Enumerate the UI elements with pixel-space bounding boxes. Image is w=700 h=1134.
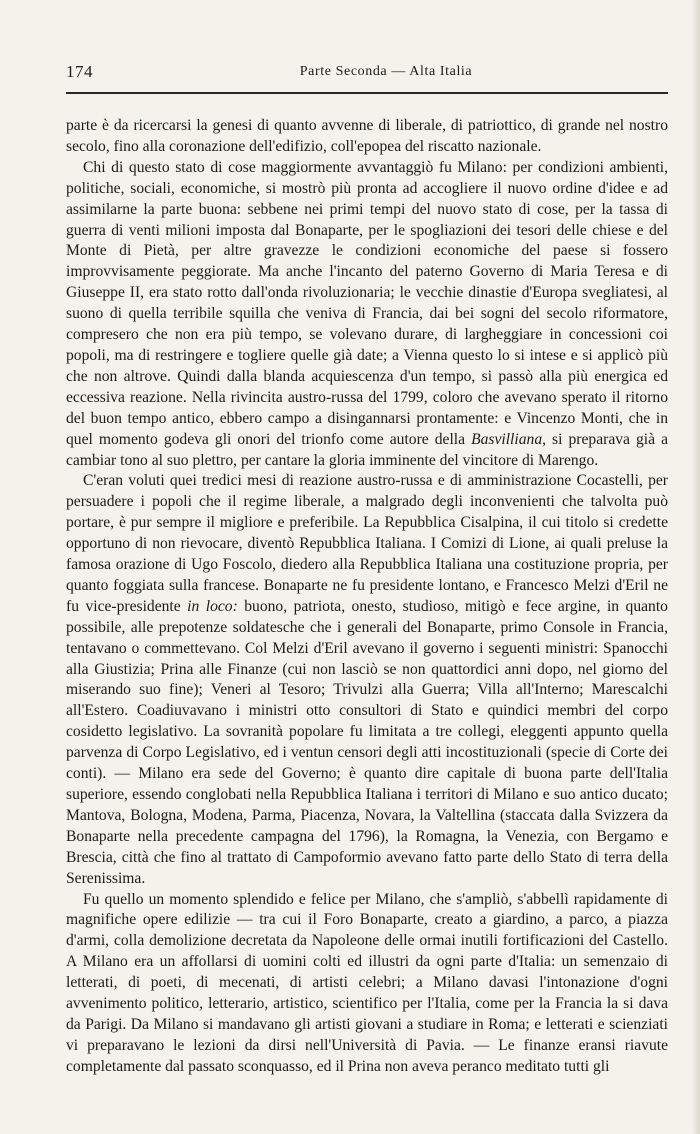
paragraph: Fu quello un momento splendido e felice per Milano, che s'ampliò, s'abbellì rapidamente di magnifiche opere edilizie — tra cui il Foro Bonaparte, creato a giardino, a parco, a piazza d'armi, colla demolizione decretata da Napoleone delle ormai inutili fortificazioni del Castello. A Milano era un affollarsi di uomini colti ed illustri da ogni parte d'Italia: un semenzaio di letterati, di poeti, di mecenati, di artisti celebri; a Milano davasi l'intonazione d'ogni avvenimento politico, letterario, artistico, scientifico per l'Italia, come per la Francia la si dava da Parigi. Da Milano si mandavano gli artisti giovani a studiare in Roma; e letterati e scienziati vi preparavano le lezioni da dirsi nell'Università di Pavia. — Le finanze eransi riavute completamente dal passato sconquasso, ed il Prina non aveva peranco meditato tutti gli [66, 890, 668, 1075]
page-edge-shadow [692, 0, 700, 1134]
paragraph: Chi di questo stato di cose maggiormente avvantaggiò fu Milano: per condizioni ambienti, politiche, sociali, economiche, si mostrò più pronta ad accogliere il nuovo ordine d'idee e ad assimilarne la parte buona: sebbene nei primi tempi del nuovo stato di cose, per la tassa di guerra di venti milioni imposta dal Bonaparte, per le spogliazioni dei tesori delle chiese e del Monte di Pietà, per altre gravezze le condizioni economiche del paese si fossero improvvisamente peggiorate. Ma anche l'incanto del paterno Governo di Maria Teresa e di Giuseppe II, era stato rotto dall'onda rivoluzionaria; le vecchie dinastie d'Europa svegliatesi, al suono di quella terribile squilla che veniva di Francia, dai bei sogni del secolo riformatore, compresero che non era più tempo, se volevano durare, di largheggiare in concessioni coi popoli, ma di restringere e togliere quelle già date; a Vienna questo lo si intese e si applicò più che non altrove. Quindi dalla blanda acquiescenza d'un tempo, si passò alla più energica ed eccessiva reazione. Nella rivincita austro-russa del 1799, coloro che avevano sperato il ritorno del buon tempo antico, ebbero campo a disingannarsi prontamente: e Vincenzo Monti, che in quel momento godeva gli onori del trionfo come autore della Basvilliana, si preparava già a cambiar tono al suo plettro, per cantare la gloria imminente del vincitore di Marengo. [66, 158, 669, 469]
page-number: 174 [66, 62, 93, 81]
header-rule [66, 92, 668, 94]
running-title: Parte Seconda — Alta Italia [299, 64, 473, 79]
paragraph: parte è da ricercarsi la genesi di quanto avvenne di liberale, di patriottico, di grande nel nostro secolo, fino alla coronazione dell'edifizio, coll'epopea del riscatto nazionale. [66, 117, 668, 155]
body-text [66, 116, 668, 1078]
page-header [66, 62, 666, 86]
paragraph: C'eran voluti quei tredici mesi di reazione austro-russa e di amministrazione Cocastelli, per persuadere i popoli che il regime liberale, a malgrado degli inconvenienti che talvolta può portare, è pur sempre il migliore e preferibile. La Repubblica Cisalpina, il cui titolo si credette opportuno di non rievocare, diventò Repubblica Italiana. I Comizi di Lione, ai quali preluse la famosa orazione di Ugo Foscolo, diedero alla Repubblica Italiana una costituzione propria, per quanto foggiata sulla francese. Bonaparte ne fu presidente lontano, e Francesco Melzi d'Eril ne fu vice-presidente in loco: buono, patriota, onesto, studioso, mitigò e fece argine, in quanto possibile, alle prepotenze soldatesche che i generali del Bonaparte, primo Console in Francia, tentavano o commettevano. Col Melzi d'Eril avevano il governo i seguenti ministri: Spanocchi alla Giustizia; Prina alle Finanze (cui non lasciò se non quattordici anni dopo, nel giorno del miserando suo fine); Veneri al Tesoro; Trivulzi alla Guerra; Villa all'Interno; Marescalchi all'Estero. Coadiuvavano i ministri otto consultori di Stato e quindici membri del corpo cosidetto legislativo. La sovranità popolare fu limitata a tre collegi, eleggenti appunto quella parvenza di Corpo Legislativo, ed i ventun censori degli atti incostituzionali (specie di Corte dei conti). — Milano era sede del Governo; è quanto dire capitale di buona parte dell'Italia superiore, essendo conglobati nella Repubblica Italiana i territori di Milano e suo antico ducato; Mantova, Bologna, Modena, Parma, Piacenza, Novara, la Valtellina (staccata dalla Svizzera da Bonaparte nella precedente campagna del 1796), la Romagna, la Venezia, con Bergamo e Brescia, città che fino al trattato di Campoformio avevano fatto parte dello Stato di terra della Serenissima. [66, 472, 668, 887]
